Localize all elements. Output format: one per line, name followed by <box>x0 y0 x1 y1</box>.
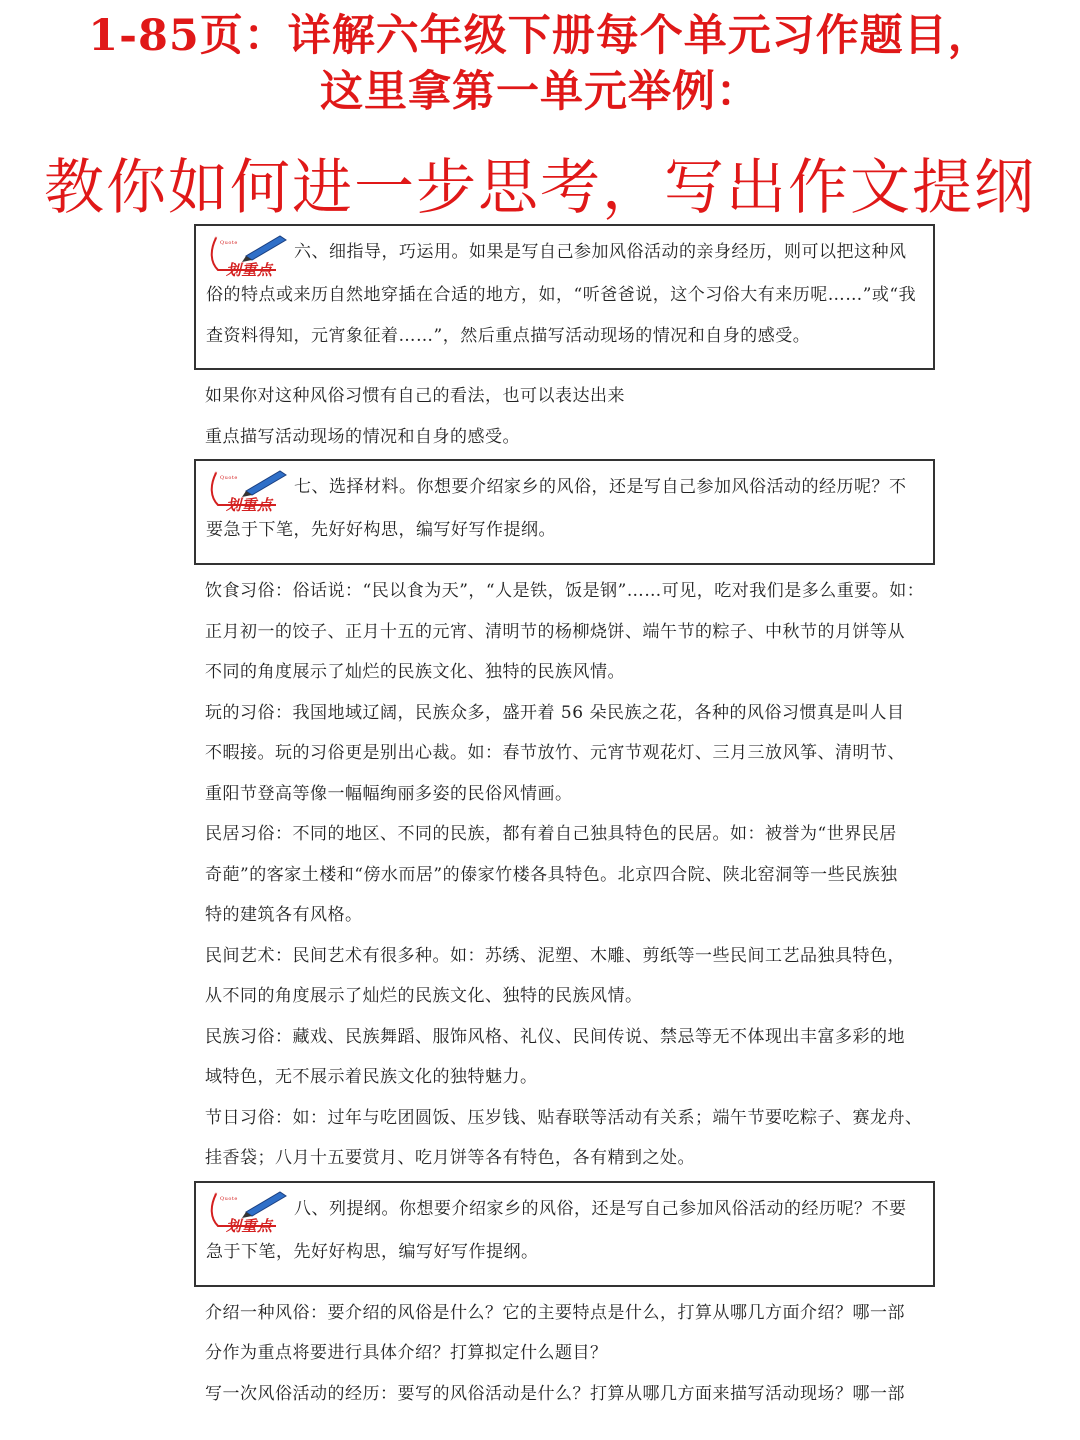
text-line: 分作为重点将要进行具体介绍？打算拟定什么题目？ <box>205 1343 608 1363</box>
text-line: 写一次风俗活动的经历：要写的风俗活动是什么？打算从哪几方面来描写活动现场？哪一部 <box>205 1383 905 1404</box>
header-line-2: 这里拿第一单元举例： <box>320 67 760 117</box>
box-line: 俗的特点或来历自然地穿插在合适的地方，如，“听爸爸说，这个习俗大有来历呢……”或“我 <box>206 285 917 305</box>
paragraph-block-3 <box>194 1293 935 1415</box>
highlight-box-1 <box>194 224 935 370</box>
document-content <box>194 224 935 1414</box>
page-header <box>0 8 1080 120</box>
text-line: 不同的角度展示了灿烂的民族文化、独特的民族风情。 <box>205 662 625 682</box>
text-line: 民居习俗：不同的地区、不同的民族，都有着自己独具特色的民居。如：被誉为“世界民居 <box>205 824 897 844</box>
text-line: 挂香袋；八月十五要赏月、吃月饼等各有特色，各有精到之处。 <box>205 1148 695 1168</box>
svg-text:“: “ <box>214 235 219 244</box>
box-line: “ Quote 划重点 八、列提纲。你想要介绍家乡的风俗，还是写自己参加风俗活动的经历呢？不要 <box>206 1187 923 1232</box>
box-line: “ Quote 划重点 七、选择材料。你想要介绍家乡的风俗，还是写自己参加风俗活动的经历呢？不 <box>206 465 923 510</box>
header-line-3: 教你如何进一步思考，写出作文提纲 <box>44 153 1036 223</box>
box-line: 急于下笔，先好好构思，编写好写作提纲。 <box>206 1241 539 1262</box>
box-line: “ Quote 划重点 六、细指导，巧运用。如果是写自己参加风俗活动的亲身经历，则可以把这种风 <box>206 230 923 275</box>
highlight-box-3 <box>194 1181 935 1287</box>
text-line: 不暇接。玩的习俗更是别出心裁。如：春节放竹、元宵节观花灯、三月三放风筝、清明节、 <box>205 743 905 763</box>
quote-badge: “ Quote 划重点 <box>206 467 290 509</box>
highlight-box-2 <box>194 459 935 565</box>
text-line: 玩的习俗：我国地域辽阔，民族众多，盛开着 56 朵民族之花，各种的风俗习惯真是叫人目 <box>205 702 905 723</box>
svg-text:Quote: Quote <box>220 239 238 246</box>
paragraph-block-1 <box>194 376 935 457</box>
text-line: 如果你对这种风俗习惯有自己的看法，也可以表达出来 <box>205 386 625 406</box>
text-line: 民族习俗：藏戏、民族舞蹈、服饰风格、礼仪、民间传说、禁忌等无不体现出丰富多彩的地 <box>205 1026 905 1047</box>
text-line: 重点描写活动现场的情况和自身的感受。 <box>205 426 520 447</box>
svg-text:Quote: Quote <box>220 1196 238 1202</box>
box-line: 要急于下笔，先好好构思，编写好写作提纲。 <box>206 520 556 540</box>
text-line: 饮食习俗：俗话说：“民以食为天”，“人是铁，饭是钢”……可见，吃对我们是多么重要。如： <box>205 581 925 601</box>
svg-text:“: “ <box>214 1192 219 1200</box>
quote-badge: “ Quote 划重点 <box>206 1188 290 1230</box>
quote-badge: “ Quote 划重点 <box>206 232 290 274</box>
paragraph-block-2 <box>194 571 935 1179</box>
text-line: 正月初一的饺子、正月十五的元宵、清明节的杨柳烧饼、端午节的粽子、中秋节的月饼等从 <box>205 621 905 642</box>
text-line: 域特色，无不展示着民族文化的独特魅力。 <box>205 1067 538 1087</box>
text-line: 特的建筑各有风格。 <box>205 905 363 925</box>
svg-text:“: “ <box>214 470 219 479</box>
text-line: 节日习俗：如：过年与吃团圆饭、压岁钱、贴春联等活动有关系；端午节要吃粽子、赛龙舟、 <box>205 1107 923 1128</box>
header-line-1: 1-85页：详解六年级下册每个单元习作题目， <box>88 11 992 61</box>
text-line: 介绍一种风俗：要介绍的风俗是什么？它的主要特点是什么，打算从哪几方面介绍？哪一部 <box>205 1302 905 1323</box>
text-line: 民间艺术：民间艺术有很多种。如：苏绣、泥塑、木雕、剪纸等一些民间工艺品独具特色， <box>205 945 905 966</box>
text-line: 奇葩”的客家土楼和“傍水而居”的傣家竹楼各具特色。北京四合院、陕北窑洞等一些民族独 <box>205 864 898 885</box>
svg-text:Quote: Quote <box>220 474 238 481</box>
text-line: 重阳节登高等像一幅幅绚丽多姿的民俗风情画。 <box>205 783 573 804</box>
box-line: 查资料得知，元宵象征着……”，然后重点描写活动现场的情况和自身的感受。 <box>206 326 811 346</box>
text-line: 从不同的角度展示了灿烂的民族文化、独特的民族风情。 <box>205 986 643 1006</box>
